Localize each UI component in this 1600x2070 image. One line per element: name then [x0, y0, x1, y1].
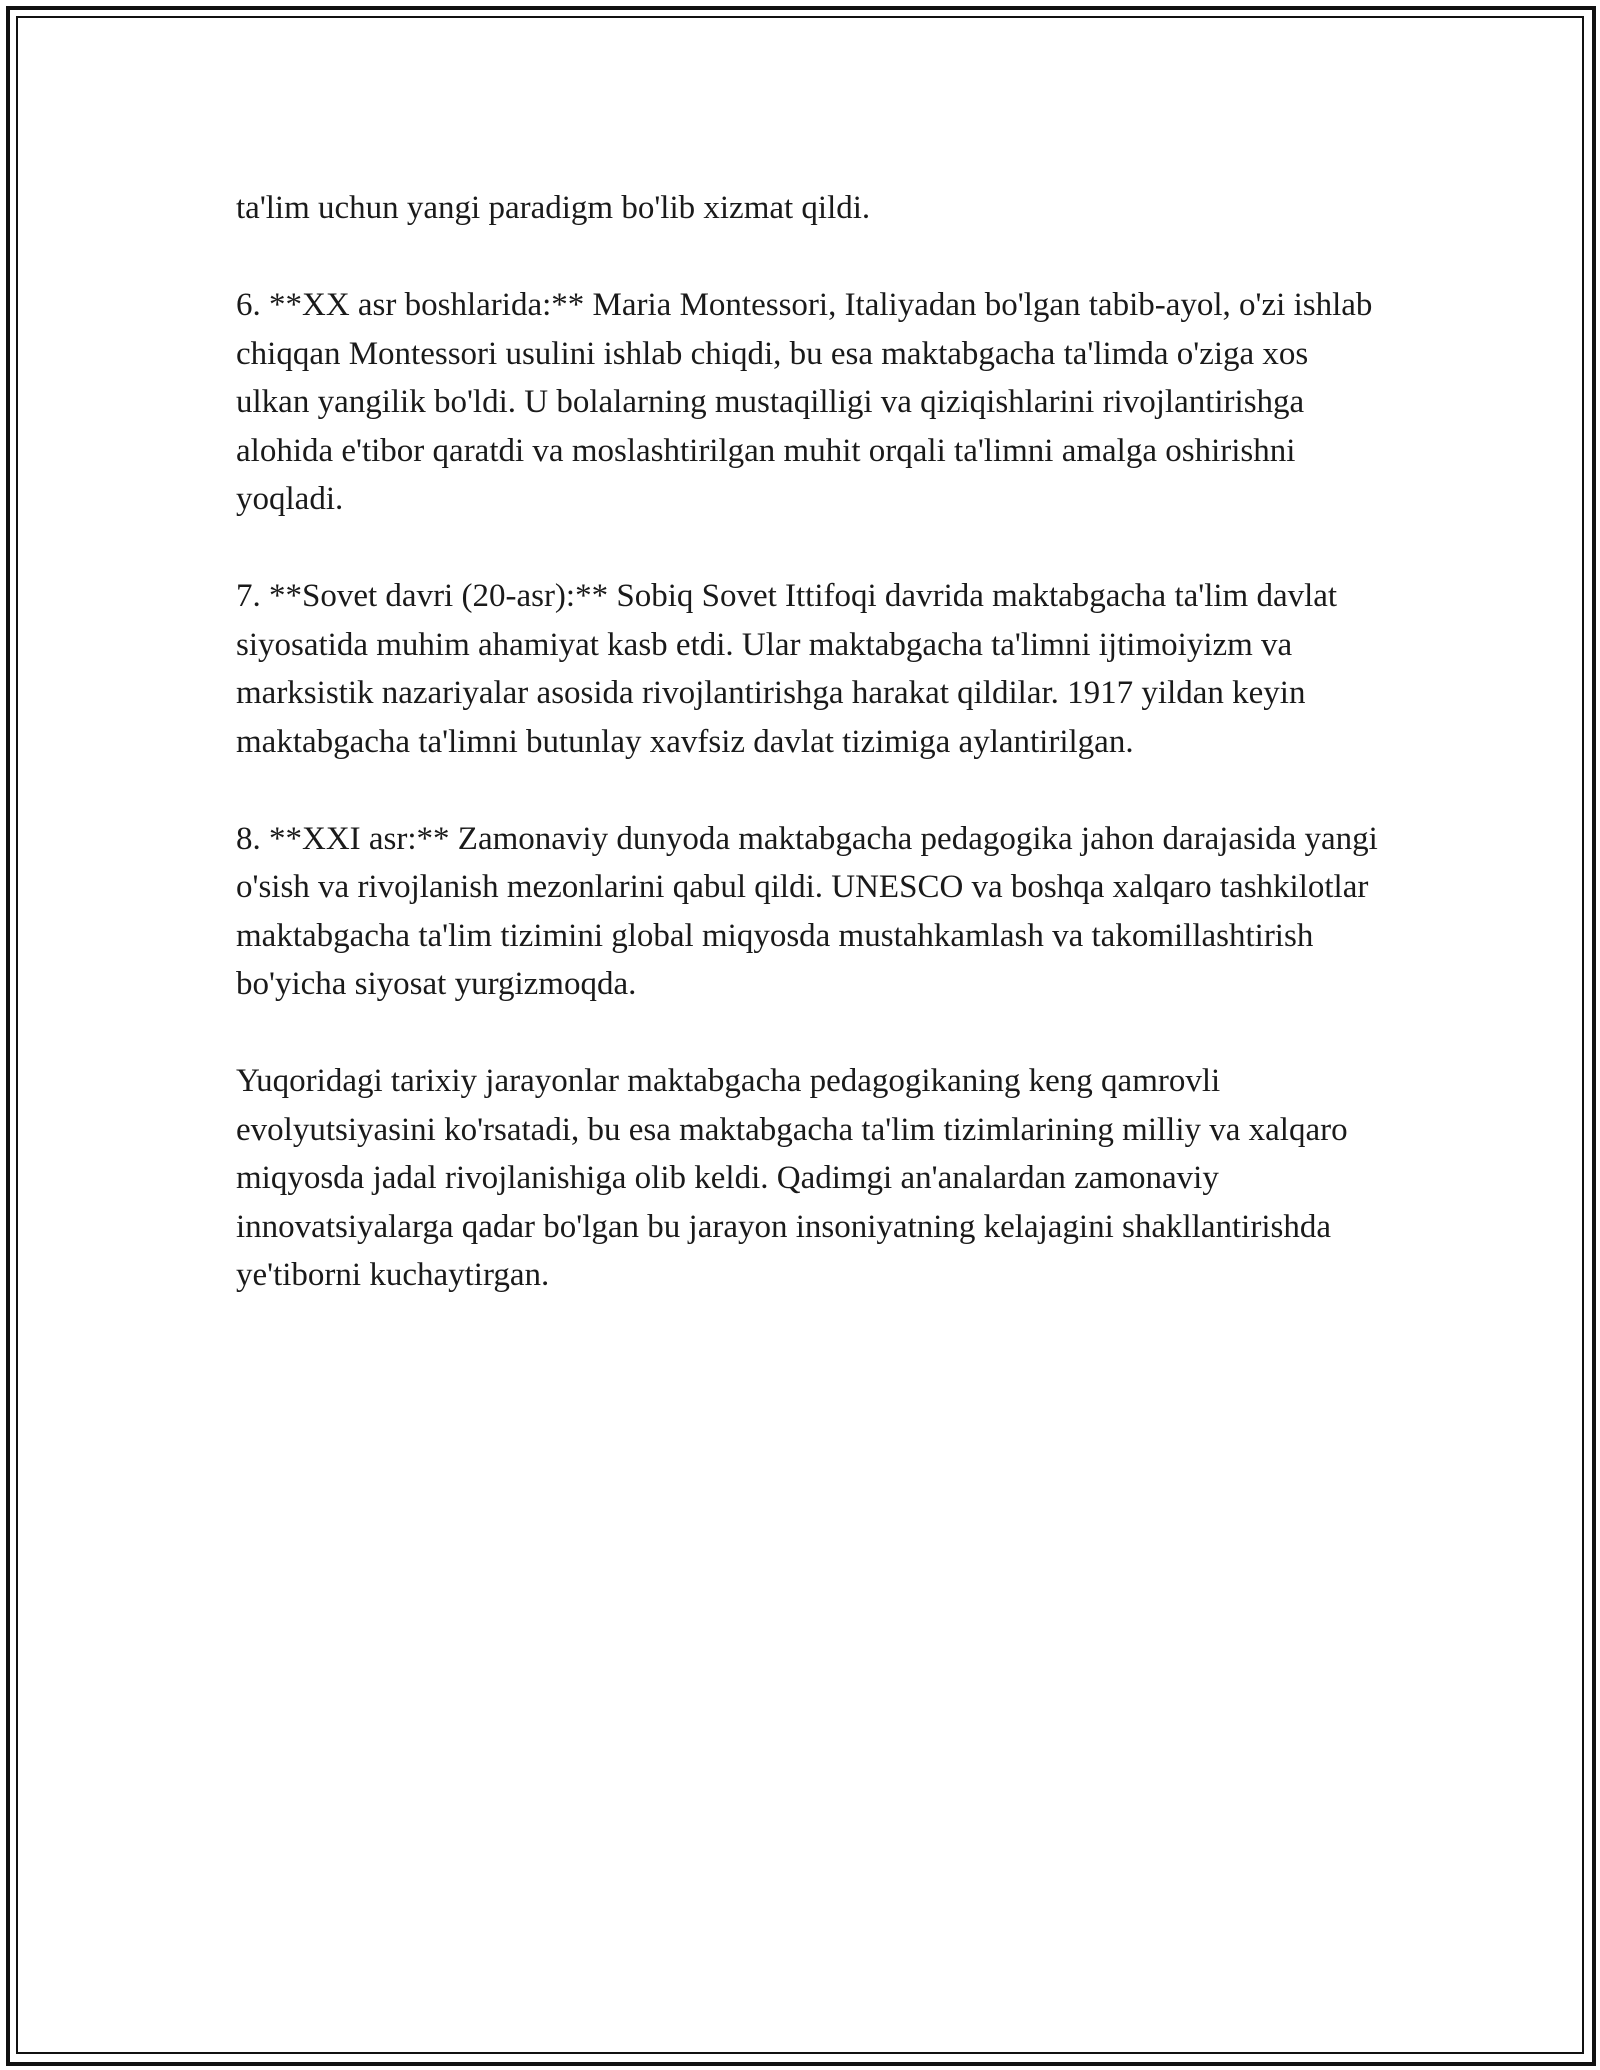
paragraph-item-6: 6. **XX asr boshlarida:** Maria Montessori, Italiyadan bo'lgan tabib-ayol, o'zi ishlab chiqqan Montessori usulini ishlab chiqdi, bu esa maktabgacha ta'limda o'ziga xos ulkan yangilik bo'ldi. U bolalarning mustaqilligi va qiziqishlarini rivojlantirishga alohida e'tibor qaratdi va moslashtirilgan muhit orqali ta'limni amalga oshirishni yoqladi.	[236, 287, 1373, 517]
paragraph-item-7: 7. **Sovet davri (20-asr):** Sobiq Sovet Ittifoqi davrida maktabgacha ta'lim davlat siyosatida muhim ahamiyat kasb etdi. Ular maktabgacha ta'limni ijtimoiyizm va marksistik nazariyalar asosida rivojlantirishga harakat qildilar. 1917 yildan keyin maktabgacha ta'limni butunlay xavfsiz davlat tizimiga aylantirilgan.	[236, 578, 1338, 760]
paragraph-continuation: ta'lim uchun yangi paradigm bo'lib xizmat qildi.	[236, 190, 871, 226]
paragraph-item-8: 8. **XXI asr:** Zamonaviy dunyoda maktabgacha pedagogika jahon darajasida yangi o'sish va rivojlanish mezonlarini qabul qildi. UNESCO va boshqa xalqaro tashkilotlar maktabgacha ta'lim tizimini global miqyosda mustahkamlash va takomillashtirish bo'yicha siyosat yurgizmoqda.	[236, 820, 1378, 1002]
paragraph-conclusion: Yuqoridagi tarixiy jarayonlar maktabgacha pedagogikaning keng qamrovli evolyutsiyasini ko'rsatadi, bu esa maktabgacha ta'lim tizimlarining milliy va xalqaro miqyosda jadal rivojlanishiga olib keldi. Qadimgi an'analardan zamonaviy innovatsiyalarga qadar bo'lgan bu jarayon insoniyatning kelajagini shakllantirishda ye'tiborni kuchaytirgan.	[236, 1063, 1348, 1293]
document-body	[236, 184, 1386, 1348]
